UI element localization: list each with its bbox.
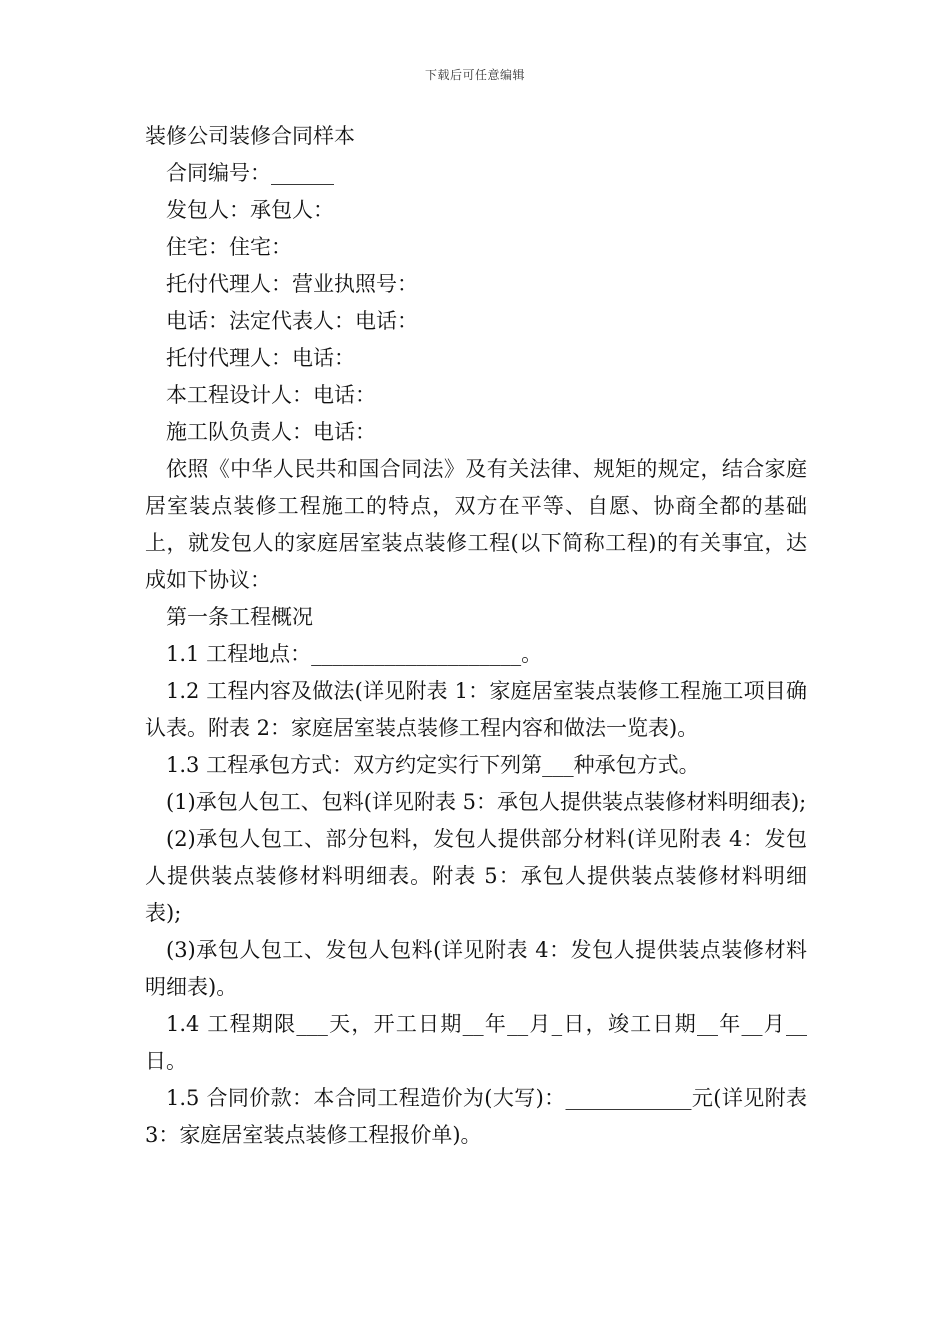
contract-number: 合同编号：______ <box>166 161 334 185</box>
document-title: 装修公司装修合同样本 <box>145 124 355 148</box>
document-body <box>145 118 807 1154</box>
page-header: 下载后可任意编辑 <box>424 68 525 82</box>
address-line: 住宅：住宅： <box>166 235 292 259</box>
article-1-heading: 第一条工程概况 <box>166 605 313 629</box>
clause-1-3: 1.3 工程承包方式：双方约定实行下列第___种承包方式。 <box>166 753 700 777</box>
intro-paragraph: 依照《中华人民共和国合同法》及有关法律、规矩的规定，结合家庭居室装点装修工程施工的特点，双方在平等、自愿、协商全都的基础上，就发包人的家庭居室装点装修工程(以下简称工程)的有关事宜，达成如下协议： <box>145 457 807 592</box>
clause-1-2: 1.2 工程内容及做法(详见附表 1：家庭居室装点装修工程施工项目确认表。附表 2：家庭居室装点装修工程内容和做法一览表)。 <box>145 679 807 740</box>
clause-1-4: 1.4 工程期限___天，开工日期__年__月_日，竣工日期__年__月__日。 <box>145 1012 807 1073</box>
clause-1-5: 1.5 合同价款：本合同工程造价为(大写)：____________元(详见附表 3：家庭居室装点装修工程报价单)。 <box>145 1086 807 1147</box>
party-line: 发包人：承包人： <box>166 198 334 222</box>
designer-line: 本工程设计人：电话： <box>166 383 376 407</box>
team-leader-line: 施工队负责人：电话： <box>166 420 376 444</box>
option-1: (1)承包人包工、包料(详见附表 5：承包人提供装点装修材料明细表); <box>166 790 807 814</box>
phone-representative-line: 电话：法定代表人：电话： <box>166 309 418 333</box>
agent-phone-line: 托付代理人：电话： <box>166 346 355 370</box>
option-2: (2)承包人包工、部分包料，发包人提供部分材料(详见附表 4：发包人提供装点装修材料明细表。附表 5：承包人提供装点装修材料明细表); <box>145 827 807 925</box>
option-3: (3)承包人包工、发包人包料(详见附表 4：发包人提供装点装修材料明细表)。 <box>145 938 807 999</box>
agent-license-line: 托付代理人：营业执照号： <box>166 272 418 296</box>
clause-1-1: 1.1 工程地点：____________________。 <box>166 642 543 666</box>
